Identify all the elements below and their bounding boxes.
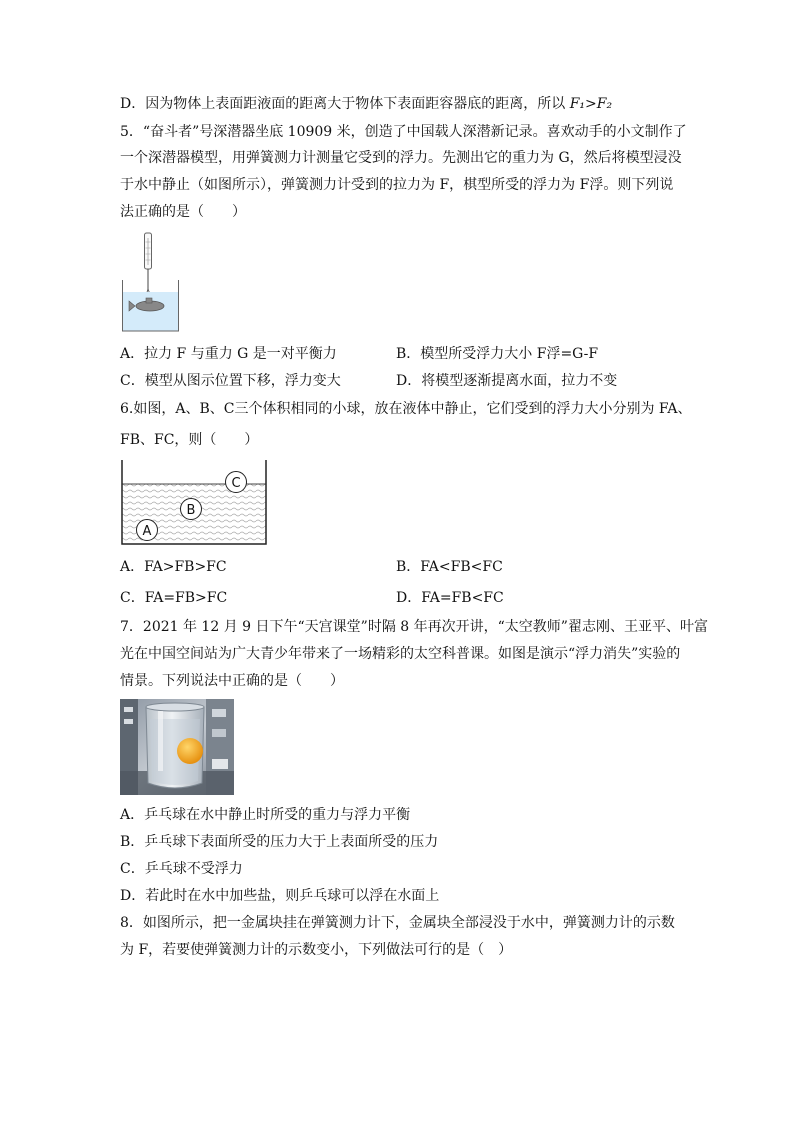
q7-option-d: D．若此时在水中加些盐，则乒乓球可以浮在水面上 xyxy=(120,888,440,904)
q6-stem-line-1: 6.如图，A、B、C三个体积相同的小球，放在液体中静止，它们受到的浮力大小分别为 FA、 xyxy=(120,401,692,417)
q5-stem-line-2: 一个深潜器模型，用弹簧测力计测量它受到的浮力。先测出它的重力为 G，然后将模型浸没 xyxy=(120,150,682,166)
q6-option-a: A．FA>FB>FC xyxy=(120,559,227,575)
ball-b-label: B xyxy=(186,503,196,518)
ball-c-label: C xyxy=(231,476,241,491)
q7-stem-line-2: 光在中国空间站为广大青少年带来了一场精彩的太空科普课。如图是演示“浮力消失”实验的 xyxy=(120,646,681,662)
q6-figure-container-balls xyxy=(120,458,268,546)
q5-option-d: D．将模型逐渐提离水面，拉力不变 xyxy=(396,373,618,389)
q8-stem-line-2: 为 F，若要使弹簧测力计的示数变小，下列做法可行的是（ ） xyxy=(120,942,513,958)
q6-stem-line-2: FB、FC，则（ ） xyxy=(120,432,259,448)
q7-option-b: B．乒乓球下表面所受的压力大于上表面所受的压力 xyxy=(120,834,439,850)
q6-option-d: D．FA=FB<FC xyxy=(396,590,504,606)
q8-stem-line-1: 8．如图所示，把一金属块挂在弹簧测力计下，金属块全部浸没于水中，弹簧测力计的示数 xyxy=(120,915,675,931)
q5-option-b: B．模型所受浮力大小 F浮=G-F xyxy=(396,346,599,362)
q5-stem-line-1: 5．“奋斗者”号深潜器坐底 10909 米，创造了中国载人深潜新记录。喜欢动手的小文制作了 xyxy=(120,124,687,140)
q4-option-d: D．因为物体上表面距液面的距离大于物体下表面距容器底的距离，所以 F₁>F₂ xyxy=(120,96,613,112)
q6-option-b: B．FA<FB<FC xyxy=(396,559,503,575)
q5-option-a: A．拉力 F 与重力 G 是一对平衡力 xyxy=(120,346,337,362)
q6-option-c: C．FA=FB>FC xyxy=(120,590,228,606)
q5-option-c: C．模型从图示位置下移，浮力变大 xyxy=(120,373,341,389)
q5-figure-spring-scale-beaker xyxy=(120,232,184,334)
ball-a-label: A xyxy=(142,524,152,539)
q7-option-c: C．乒乓球不受浮力 xyxy=(120,861,243,877)
q7-stem-line-1: 7．2021 年 12 月 9 日下午“天宫课堂”时隔 8 年再次开讲，“太空教师”翟志刚、王亚平、叶富 xyxy=(120,619,708,635)
q7-photo-ping-pong-in-water xyxy=(120,699,234,795)
q5-stem-line-3: 于水中静止（如图所示），弹簧测力计受到的拉力为 F，棋型所受的浮力为 F浮。则下列说 xyxy=(120,177,674,193)
q5-stem-line-4: 法正确的是（ ） xyxy=(120,204,246,220)
q7-option-a: A．乒乓球在水中静止时所受的重力与浮力平衡 xyxy=(120,807,411,823)
q7-stem-line-3: 情景。下列说法中正确的是（ ） xyxy=(120,673,344,689)
